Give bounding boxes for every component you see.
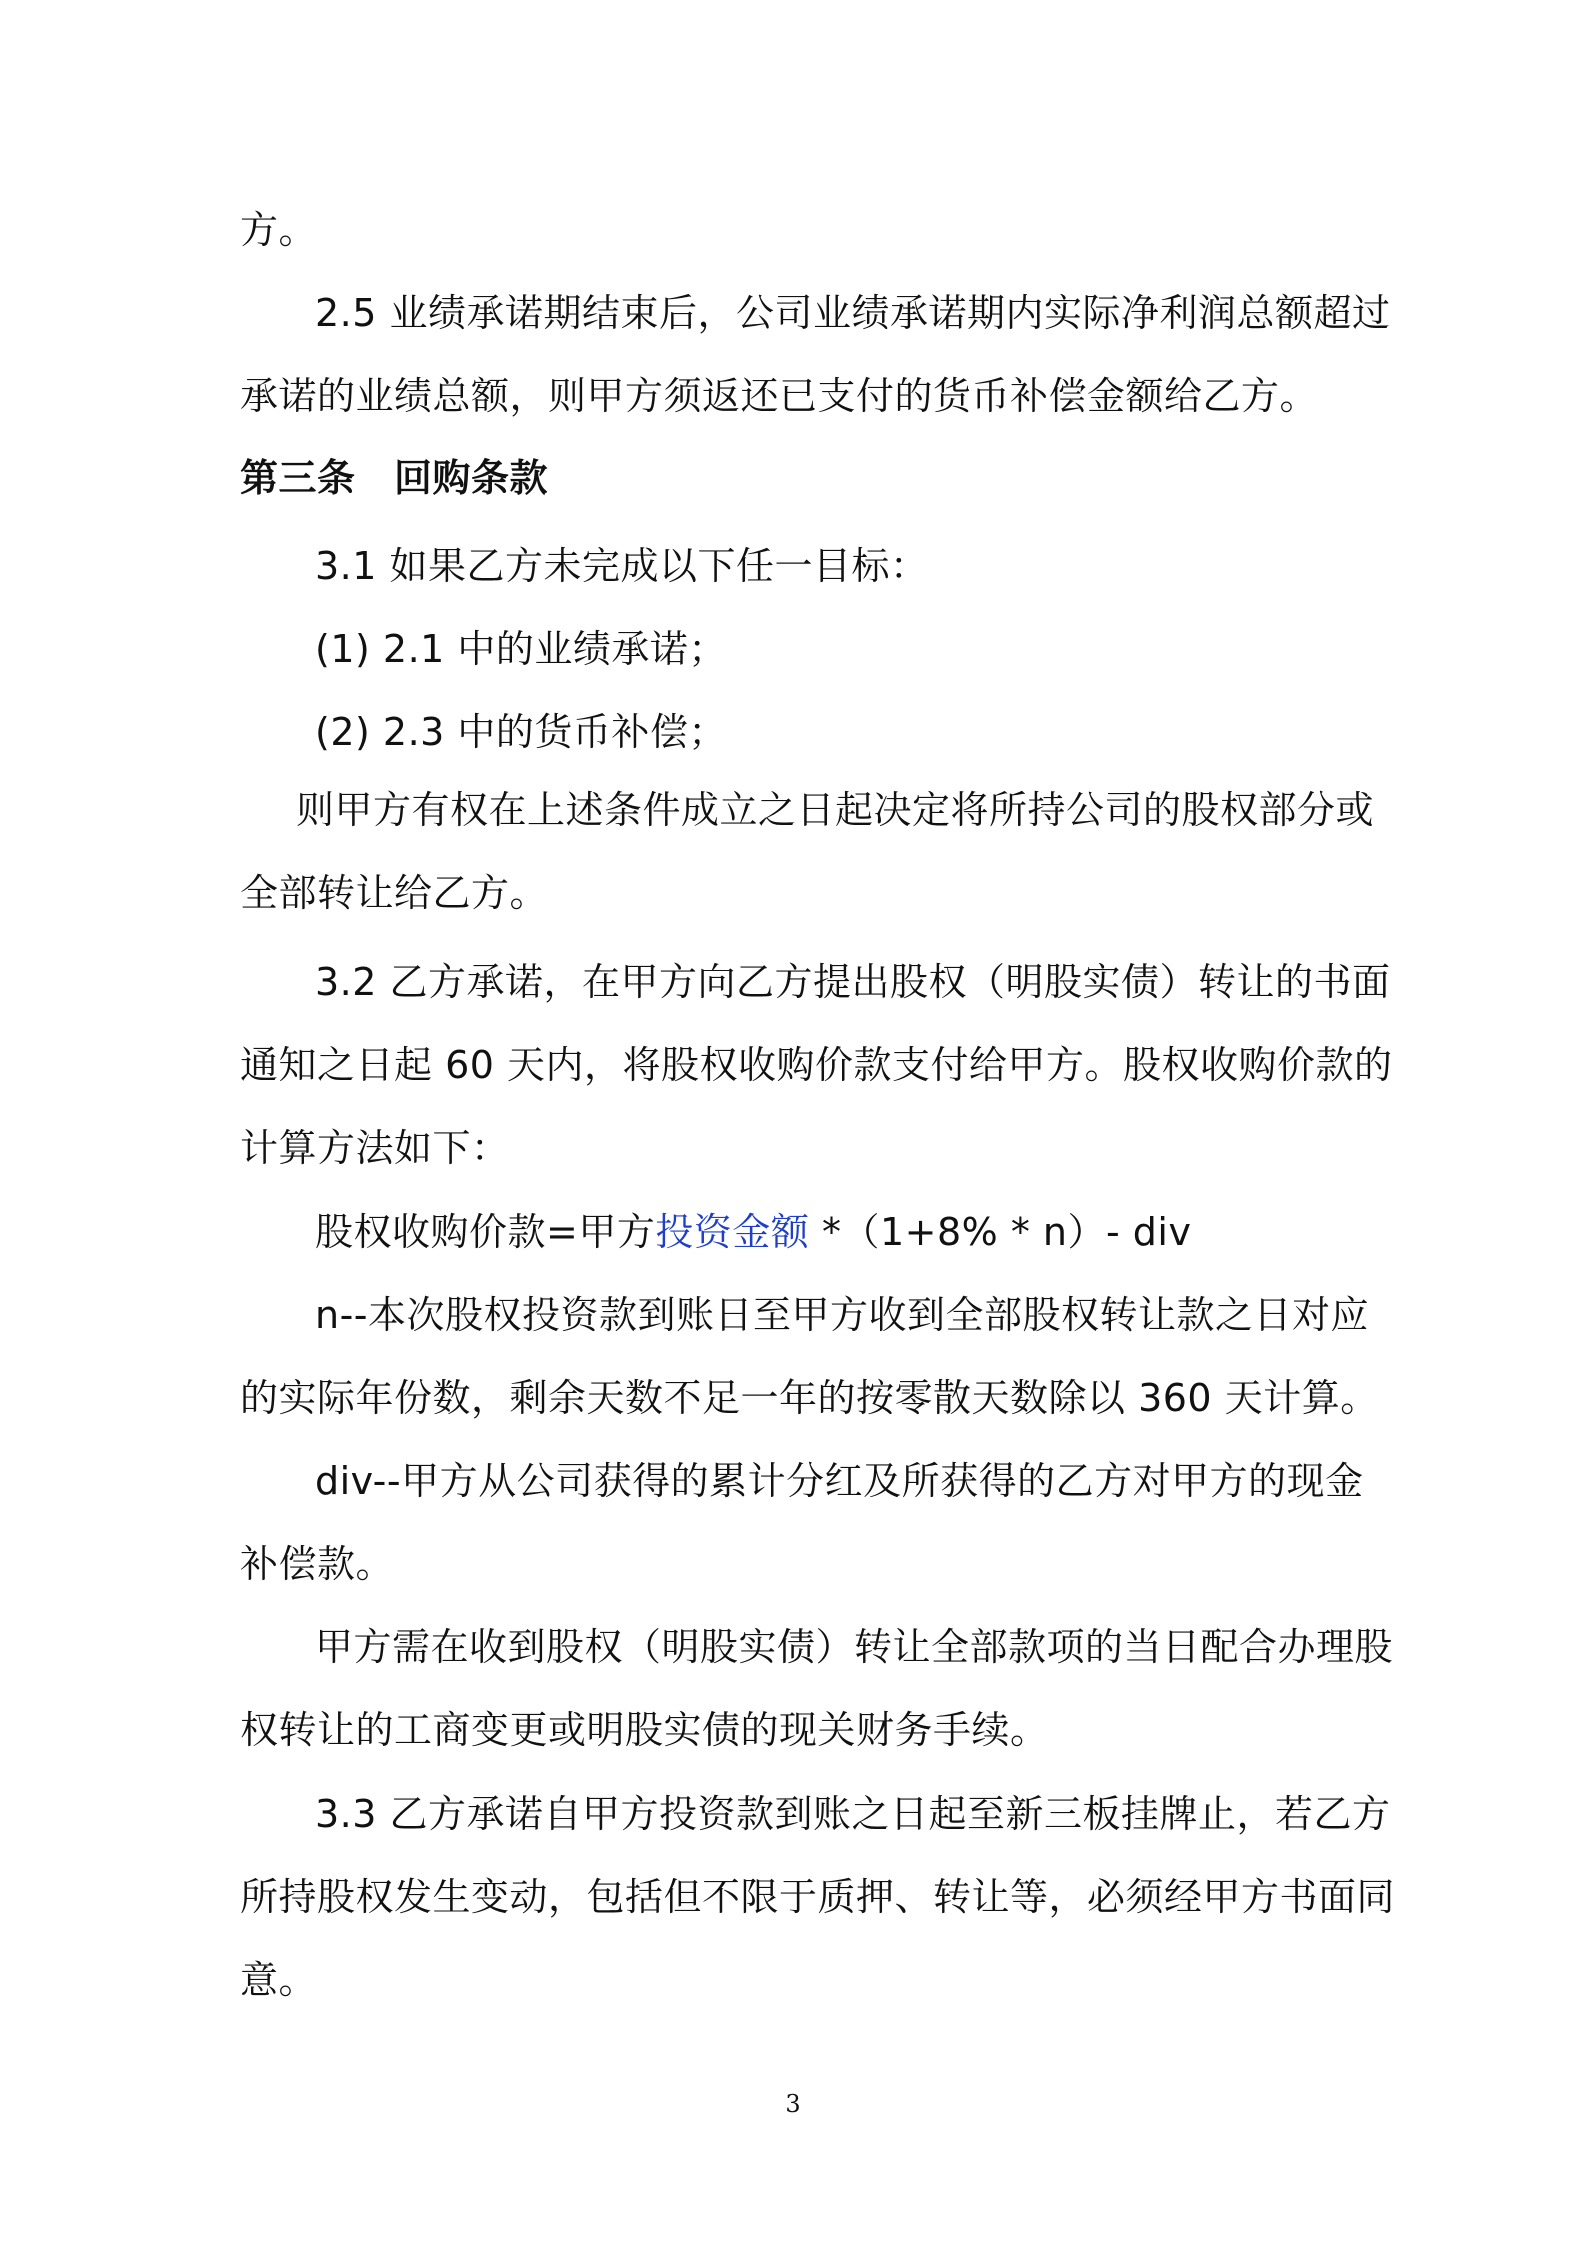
- clause-3-3-line-3: 意。: [240, 1958, 318, 2002]
- clause-3-2-line-2: 通知之日起 60 天内，将股权收购价款支付给甲方。股权收购价款的: [240, 1043, 1393, 1087]
- formula-suffix: *（1+8% * n）- div: [809, 1210, 1192, 1254]
- clause-3-2-line-1: 3.2 乙方承诺，在甲方向乙方提出股权（明股实债）转让的书面: [315, 960, 1391, 1004]
- clause-3-2-line-3: 计算方法如下：: [240, 1126, 510, 1170]
- n-definition-line-2: 的实际年份数，剩余天数不足一年的按零散天数除以 360 天计算。: [240, 1376, 1379, 1420]
- investment-amount-link[interactable]: 投资金额: [655, 1210, 810, 1254]
- price-formula: [315, 1207, 1191, 1257]
- div-definition-line-1: div--甲方从公司获得的累计分红及所获得的乙方对甲方的现金: [315, 1459, 1364, 1503]
- div-definition-line-2: 补偿款。: [240, 1542, 395, 1586]
- clause-3-3-line-1: 3.3 乙方承诺自甲方投资款到账之日起至新三板挂牌止，若乙方: [315, 1792, 1391, 1836]
- transfer-procedure-line-1: 甲方需在收到股权（明股实债）转让全部款项的当日配合办理股: [315, 1625, 1394, 1669]
- page-number: 3: [785, 2090, 801, 2118]
- formula-prefix: 股权收购价款=甲方: [315, 1210, 656, 1254]
- n-definition-line-1: n--本次股权投资款到账日至甲方收到全部股权转让款之日对应: [315, 1293, 1370, 1337]
- clause-2-5-line-2: 承诺的业绩总额，则甲方须返还已支付的货币补偿金额给乙方。: [240, 374, 1319, 418]
- clause-3-1-item-1: (1) 2.1 中的业绩承诺；: [315, 627, 727, 671]
- clause-3-1-result-line-1: 则甲方有权在上述条件成立之日起决定将所持公司的股权部分或: [296, 788, 1375, 832]
- transfer-procedure-line-2: 权转让的工商变更或明股实债的现关财务手续。: [240, 1708, 1049, 1752]
- clause-3-1-result-line-2: 全部转让给乙方。: [240, 871, 549, 915]
- clause-3-3-line-2: 所持股权发生变动，包括但不限于质押、转让等，必须经甲方书面同: [240, 1875, 1396, 1919]
- paragraph-continuation: 方。: [240, 208, 318, 252]
- clause-3-1-intro: 3.1 如果乙方未完成以下任一目标：: [315, 544, 929, 588]
- clause-3-1-item-2: (2) 2.3 中的货币补偿；: [315, 710, 727, 754]
- clause-2-5-line-1: 2.5 业绩承诺期结束后，公司业绩承诺期内实际净利润总额超过: [315, 291, 1391, 335]
- article-3-heading: 第三条 回购条款: [240, 456, 549, 500]
